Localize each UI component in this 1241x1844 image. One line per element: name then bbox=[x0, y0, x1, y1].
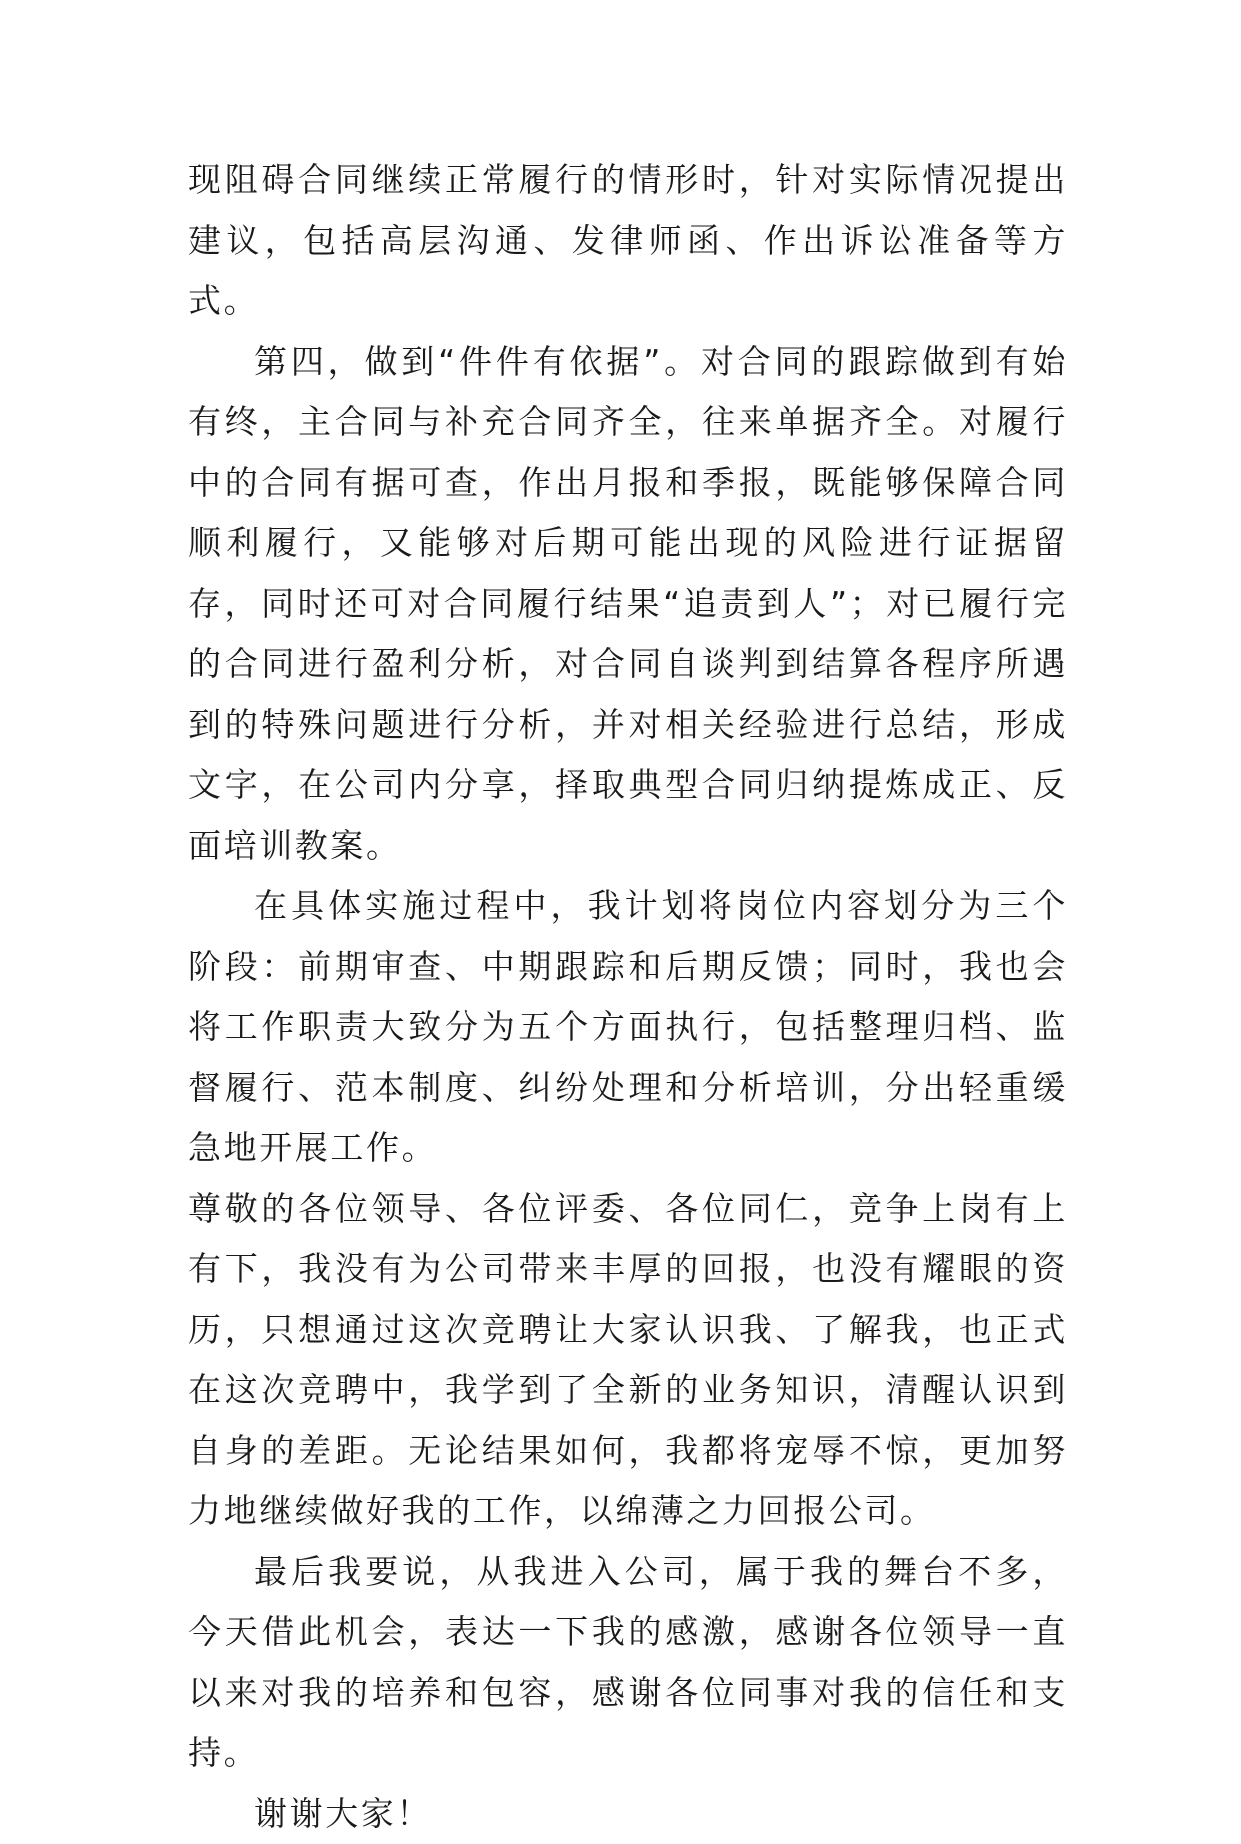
paragraph-implementation-plan: 在具体实施过程中，我计划将岗位内容划分为三个阶段：前期审查、中期跟踪和后期反馈；同时，我也会将工作职责大致分为五个方面执行，包括整理归档、监督履行、范本制度、纠纷处理和分析培训，分出轻重缓急地开展工作。 bbox=[188, 876, 1068, 1179]
paragraph-thank-you: 谢谢大家！ bbox=[188, 1784, 1068, 1844]
paragraph-closing-gratitude: 最后我要说，从我进入公司，属于我的舞台不多，今天借此机会，表达一下我的感激，感谢各位领导一直以来对我的培养和包容，感谢各位同事对我的信任和支持。 bbox=[188, 1542, 1068, 1784]
paragraph-fourth-point: 第四，做到“件件有依据”。对合同的跟踪做到有始有终，主合同与补充合同齐全，往来单据齐全。对履行中的合同有据可查，作出月报和季报，既能够保障合同顺利履行，又能够对后期可能出现的风险进行证据留存，同时还可对合同履行结果“追责到人”；对已履行完的合同进行盈利分析，对合同自谈判到结算各程序所遇到的特殊问题进行分析，并对相关经验进行总结，形成文字，在公司内分享，择取典型合同归纳提炼成正、反面培训教案。 bbox=[188, 332, 1068, 877]
paragraph-contract-obstacles: 现阻碍合同继续正常履行的情形时，针对实际情况提出建议，包括高层沟通、发律师函、作出诉讼准备等方式。 bbox=[188, 150, 1068, 332]
paragraph-address-to-leaders: 尊敬的各位领导、各位评委、各位同仁，竞争上岗有上有下，我没有为公司带来丰厚的回报，也没有耀眼的资历，只想通过这次竞聘让大家认识我、了解我，也正式在这次竞聘中，我学到了全新的业务知识，清醒认识到自身的差距。无论结果如何，我都将宠辱不惊，更加努力地继续做好我的工作，以绵薄之力回报公司。 bbox=[188, 1179, 1068, 1542]
document-body bbox=[188, 150, 1068, 1844]
